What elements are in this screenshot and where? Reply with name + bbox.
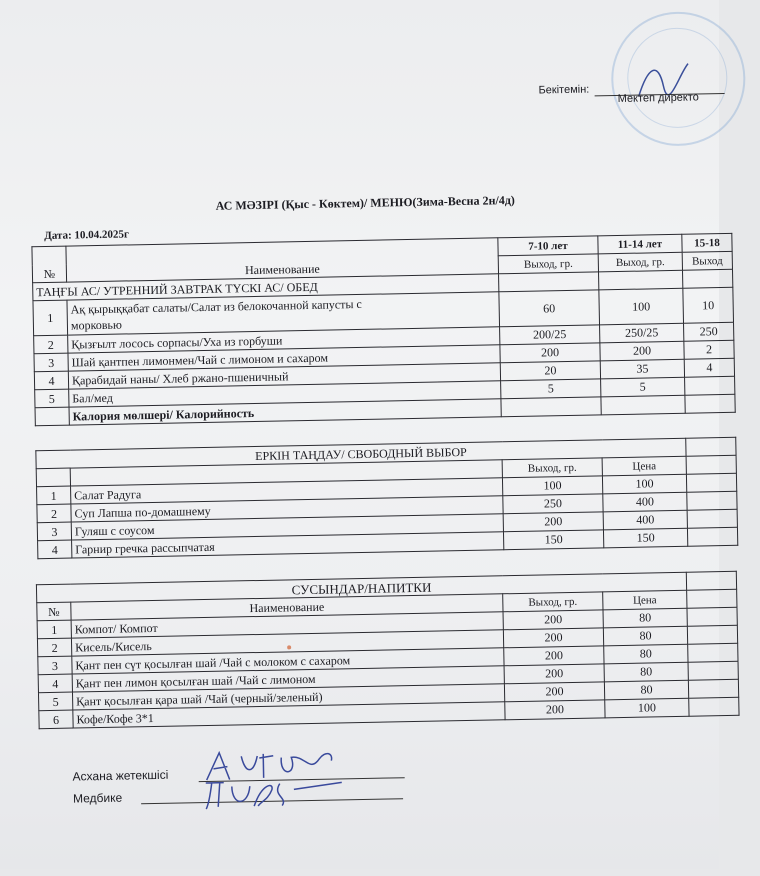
- table-row: 3 Қант пен сүт қосылған шай /Чай с молоком с сахаром 200 80: [38, 643, 738, 674]
- nurse-signature: [202, 774, 353, 811]
- free-choice-output-header: Выход, гр.: [502, 458, 602, 478]
- calorie-label: Калория мөлшері/ Калорийность: [69, 399, 501, 425]
- dish-name: Гарнир гречка рассыпчатая: [72, 532, 504, 558]
- header-name: Наименование: [66, 238, 499, 282]
- drink-name: Кофе/Кофе 3*1: [73, 702, 505, 728]
- drinks-output-header: Выход, гр.: [503, 592, 603, 612]
- ink-dot: [287, 645, 291, 649]
- free-choice-table: [35, 437, 738, 559]
- table-row: 1 Компот/ Компот 200 80: [37, 607, 737, 638]
- dish-name: Ақ қырыққабат салаты/Салат из белокочанной капусты с: [70, 296, 362, 317]
- dish-name: Шай қантпен лимонмен/Чай с лимоном и сахаром: [68, 345, 500, 371]
- table-row: 5 Бал/мед 5 5: [35, 376, 735, 407]
- drinks-title: СУСЫНДАР/НАПИТКИ: [36, 572, 686, 602]
- free-choice-title: ЕРКІН ТАҢДАУ/ СВОБОДНЫЙ ВЫБОР: [36, 438, 686, 468]
- drink-name: Қант қосылған қара шай /Чай (черный/зеленый): [72, 684, 504, 710]
- drinks-price-header: Цена: [603, 590, 687, 610]
- director-label: Мектеп директо: [617, 91, 699, 105]
- output-label-3: Выход: [682, 251, 732, 270]
- table-row: 3 Гуляш с соусом 200 400: [37, 509, 737, 540]
- table-row: 2 Кисель/Кисель 200 80: [37, 625, 737, 656]
- table-row: 2 Суп Лапша по-домашнему 250 400: [37, 491, 737, 522]
- output-label-1: Выход, гр.: [498, 254, 598, 274]
- menu-title: АС МӘЗІРІ (Қыс - Көктем)/ МЕНЮ(Зима-Весна 2н/4д): [215, 192, 515, 213]
- drinks-table: [36, 571, 740, 729]
- age-group-3: 15-18: [682, 233, 732, 252]
- nurse-label: Медбике: [72, 790, 123, 806]
- table-row: 4 Гарнир гречка рассыпчатая 150 150: [38, 527, 738, 558]
- dish-name: Салат Радуга: [71, 478, 503, 504]
- meal-section-header: ТАҢҒЫ АС/ УТРЕННИЙ ЗАВТРАК ТҮСКІ АС/ ОБЕД: [33, 274, 499, 301]
- table-row: 2 Қызғылт лосось сорпасы/Уха из горбуши 200/25 250/25 250: [34, 322, 734, 353]
- drinks-header-name: Наименование: [71, 594, 503, 620]
- drink-name: Кисель/Кисель: [71, 630, 503, 656]
- table-row: 3 Шай қантпен лимонмен/Чай с лимоном и сахаром 200 200 2: [34, 340, 734, 371]
- table-row: 5 Қант қосылған қара шай /Чай (черный/зеленый) 200 80: [38, 679, 738, 710]
- dish-name: Қарабидай наны/ Хлеб ржано-пшеничный: [68, 363, 500, 389]
- approval-label: Бекітемін:: [538, 83, 590, 97]
- age-group-2: 11-14 лет: [598, 234, 682, 254]
- table-row: 1 Салат Радуга 100 100: [37, 473, 737, 504]
- drink-name: Қант пен сүт қосылған шай /Чай с молоком с сахаром: [72, 648, 504, 674]
- table-row: 4 Қарабидай наны/ Хлеб ржано-пшеничный 20 35 4: [34, 358, 734, 389]
- free-choice-price-header: Цена: [602, 456, 686, 476]
- dish-name-cont: морковью: [70, 317, 122, 333]
- dish-name: Қызғылт лосось сорпасы/Уха из горбуши: [68, 327, 500, 353]
- table-row: 1 Ақ қырыққабат салаты/Салат из белокочанной капусты с морковью 60 100 10: [33, 287, 734, 335]
- dish-name: Суп Лапша по-домашнему: [71, 496, 503, 522]
- table-row: 4 Қант пен лимон қосылған шай /Чай с лимоном 200 80: [38, 661, 738, 692]
- dish-name: Бал/мед: [69, 381, 501, 407]
- table-row: 6 Кофе/Кофе 3*1 200 100: [39, 697, 739, 728]
- drink-name: Компот/ Компот: [71, 612, 503, 638]
- drink-name: Қант пен лимон қосылған шай /Чай с лимоном: [72, 666, 504, 692]
- output-label-2: Выход, гр.: [598, 252, 682, 272]
- header-no: №: [32, 246, 67, 283]
- drinks-header-no: №: [37, 602, 71, 621]
- main-menu-table: [31, 233, 735, 426]
- age-group-1: 7-10 лет: [498, 236, 598, 256]
- dish-name: Гуляш с соусом: [71, 514, 503, 540]
- menu-date: Дата: 10.04.2025г: [44, 228, 130, 243]
- canteen-head-label: Асхана жетекшісі: [72, 767, 169, 784]
